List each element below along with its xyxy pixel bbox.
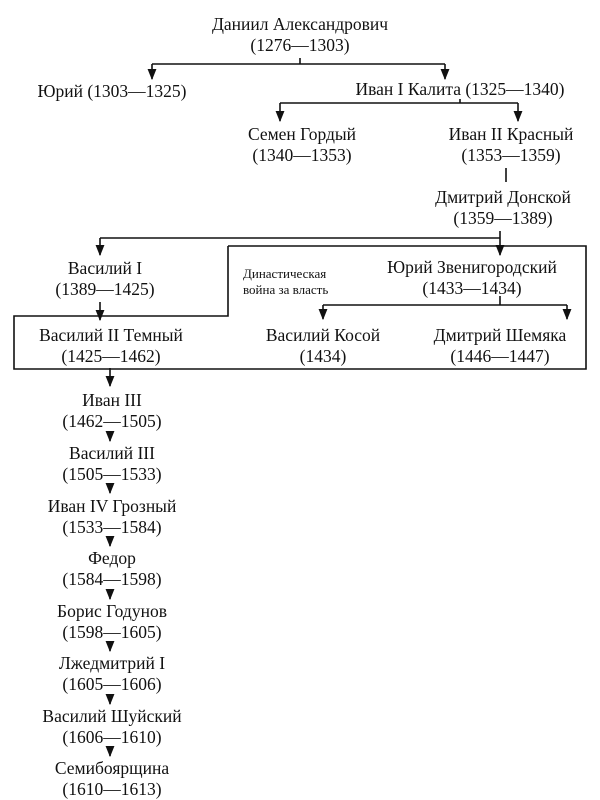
node-shuisky bbox=[42, 706, 181, 748]
note-line-2: война за власть bbox=[243, 282, 329, 297]
node-yuri bbox=[38, 81, 187, 102]
node-years: (1389—1425) bbox=[55, 279, 155, 299]
node-name: Иван II Красный bbox=[448, 124, 574, 144]
node-name: Даниил Александрович bbox=[211, 14, 389, 34]
node-years: (1605—1606) bbox=[62, 674, 162, 694]
note-line-1: Династическая bbox=[243, 266, 327, 281]
node-semen bbox=[248, 124, 356, 166]
node-dmitry-shemyaka bbox=[434, 325, 567, 367]
node-name: Иван III bbox=[82, 390, 142, 410]
node-lzhedmitry bbox=[59, 653, 165, 695]
node-years: (1598—1605) bbox=[62, 622, 162, 642]
node-years: (1433—1434) bbox=[422, 278, 522, 298]
node-name: Василий Косой bbox=[265, 325, 381, 345]
node-years: (1276—1303) bbox=[250, 35, 350, 55]
node-years: (1584—1598) bbox=[62, 569, 162, 589]
node-vasily-kosoy bbox=[266, 325, 380, 367]
node-name: Дмитрий Донской bbox=[435, 187, 571, 207]
node-name: Василий I bbox=[67, 258, 143, 278]
node-name: Семибоярщина bbox=[54, 758, 170, 778]
node-years: (1340—1353) bbox=[252, 145, 352, 165]
node-label: Иван I Калита (1325—1340) bbox=[355, 79, 565, 99]
node-name: Василий Шуйский bbox=[42, 706, 182, 726]
node-years: (1606—1610) bbox=[62, 727, 162, 747]
node-fedor bbox=[62, 548, 161, 590]
node-years: (1425—1462) bbox=[61, 346, 161, 366]
node-vasily1 bbox=[55, 258, 154, 300]
node-dmitry-donskoy bbox=[435, 187, 571, 229]
node-name: Юрий Звенигородский bbox=[387, 257, 557, 277]
node-name: Семен Гордый bbox=[247, 124, 357, 144]
node-semiboyar bbox=[55, 758, 169, 800]
node-years: (1434) bbox=[299, 346, 347, 366]
node-yuri-zvenigorod bbox=[387, 257, 557, 299]
node-years: (1353—1359) bbox=[461, 145, 561, 165]
node-years: (1505—1533) bbox=[62, 464, 162, 484]
node-name: Дмитрий Шемяка bbox=[433, 325, 567, 345]
node-boris bbox=[57, 601, 167, 643]
node-name: Василий III bbox=[69, 443, 155, 463]
node-years: (1462—1505) bbox=[62, 411, 162, 431]
node-name: Борис Годунов bbox=[57, 601, 167, 621]
node-years: (1610—1613) bbox=[62, 779, 162, 799]
node-name: Василий II Темный bbox=[39, 325, 183, 345]
node-years: (1446—1447) bbox=[450, 346, 550, 366]
node-ivan-kalita bbox=[355, 79, 564, 100]
node-ivan4 bbox=[48, 496, 177, 538]
node-vasily2 bbox=[39, 325, 183, 367]
node-years: (1359—1389) bbox=[453, 208, 553, 228]
node-name: Лжедмитрий I bbox=[58, 653, 166, 673]
node-ivan3 bbox=[62, 390, 161, 432]
dynastic-war-note bbox=[243, 266, 328, 298]
node-vasily3 bbox=[62, 443, 161, 485]
node-ivan-krasny bbox=[449, 124, 574, 166]
node-label: Юрий (1303—1325) bbox=[37, 81, 187, 101]
node-daniil bbox=[212, 14, 388, 56]
node-years: (1533—1584) bbox=[62, 517, 162, 537]
node-name: Иван IV Грозный bbox=[47, 496, 177, 516]
node-name: Федор bbox=[88, 548, 136, 568]
